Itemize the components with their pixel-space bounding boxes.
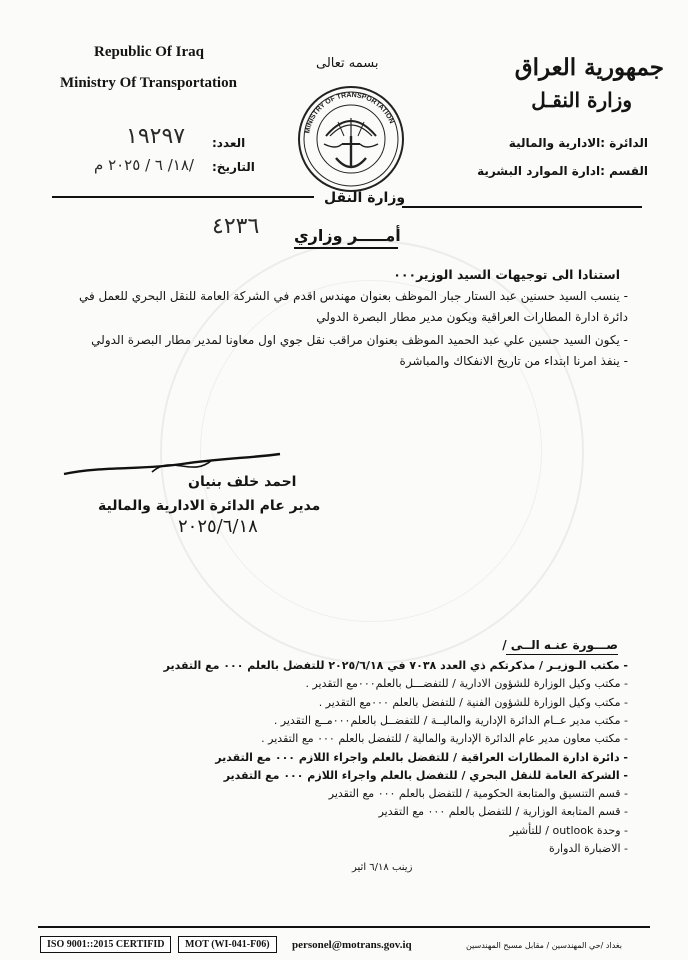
footer-rule [38,926,650,928]
copy-recipient-line: - قسم المتابعة الوزارية / للتفضل بالعلم ٠٠٠ مع التقدير [378,805,628,819]
copy-recipient-line: - مكتب معاون مدير عام الدائرة الإدارية والمالية / للتفضل بالعلم ٠٠٠ مع التقدير . [261,732,628,746]
signature-date: ٢٠٢٥/٦/١٨ [178,516,258,537]
signatory-name: احمد خلف بنيان [188,474,297,490]
iso-certification-badge: ISO 9001::2015 CERTIFID [40,936,171,953]
copy-recipient-line: - مكتب مدير عــام الدائرة الإدارية والماليــة / للتفضــل بالعلم٠٠٠مــع التقدير . [273,713,628,727]
ministry-address: بغداد /حي المهندسين / مقابل مسبح المهندسين [466,941,622,950]
header-republic-ar: جمهورية العراق [514,54,664,81]
number-label: العدد: [212,136,246,150]
order-number-handwritten: ٤٢٣٦ [212,214,260,239]
header-republic-en: Republic Of Iraq [94,44,205,60]
order-line: دائرة ادارة المطارات العراقية ويكون مدير مطار البصرة الدولي [316,310,628,324]
order-line: - ينفذ امرنا ابتداء من تاريخ الانفكاك والمباشرة [399,354,628,368]
section-label: القسم :ادارة الموارد البشرية [477,164,648,178]
header-rule-right [402,206,642,208]
order-line: - ينسب السيد حسنين عبد الستار جبار الموظف بعنوان مهندس اقدم في الشركة العامة للنقل البحري للعمل في [78,289,628,303]
ministry-seal-icon [296,84,406,194]
initials: زينب ٦/١٨ اثير [352,862,413,873]
order-title: أمـــــر وزاري [294,226,401,245]
seal-caption: وزارة النقل [324,190,406,206]
order-line: - يكون السيد حسين علي عبد الحميد الموظف بعنوان مراقب نقل جوي اول معاونا لمدير مطار البصرة الدولي [91,333,628,347]
copy-recipient-line: - مكتب وكيل الوزارة للشؤون الفنية / للتفضل بالعلم ٠٠٠مع التقدير . [318,695,628,709]
copies-heading-underline [506,654,618,655]
form-code-badge: MOT (WI-041-F06) [178,936,277,953]
signatory-title: مدير عام الدائرة الادارية والمالية [98,498,321,514]
contact-email[interactable]: personel@motrans.gov.iq [292,939,412,951]
header-ministry-ar: وزارة النقـل [531,88,632,112]
basmala: بسمه تعالى [316,56,379,71]
date-label: التاريخ: [212,160,255,174]
copy-recipient-line: - الاضبارة الدوارة [548,842,628,855]
header-ministry-en: Ministry Of Transportation [60,75,237,91]
copy-recipient-line: - مكتب الـوزيـر / مذكرتكم ذي العدد ٧٠٣٨ في ٢٠٢٥/٦/١٨ للتفضل بالعلم ٠٠٠ مع التقدير [163,659,628,672]
copy-recipient-line: - دائرة ادارة المطارات العراقية / للتفضل بالعلم واجراء اللازم ٠٠٠ مع التقدير [215,750,628,764]
copy-recipient-line: - قسم التنسيق والمتابعة الحكومية / للتفضل بالعلم ٠٠٠ مع التقدير [328,787,628,801]
copy-recipient-line: - مكتب وكيل الوزارة للشؤون الادارية / للتفضـــل بالعلم٠٠٠مع التقدير . [305,677,628,691]
number-handwritten: ١٩٢٩٧ [126,124,186,149]
copy-recipient-line: - الشركة العامة للنقل البحري / للتفضل بالعلم واجراء اللازم ٠٠٠ مع التقدير [223,768,628,782]
svg-text:MINISTRY OF TRANSPORTATION: MINISTRY OF TRANSPORTATION [304,91,395,135]
date-handwritten: /١٨/ ٦ / ٢٠٢٥ م [94,156,194,174]
directorate-label: الدائرة :الادارية والمالية [508,136,648,150]
order-title-underline [294,247,398,249]
order-intro: استنادا الى توجيهات السيد الوزير٠٠٠ [393,267,620,282]
copies-heading: صـــورة عنـه الــى / [502,638,618,652]
copy-recipient-line: - وحدة outlook / للتأشير [509,823,628,837]
header-rule-left [52,196,314,198]
